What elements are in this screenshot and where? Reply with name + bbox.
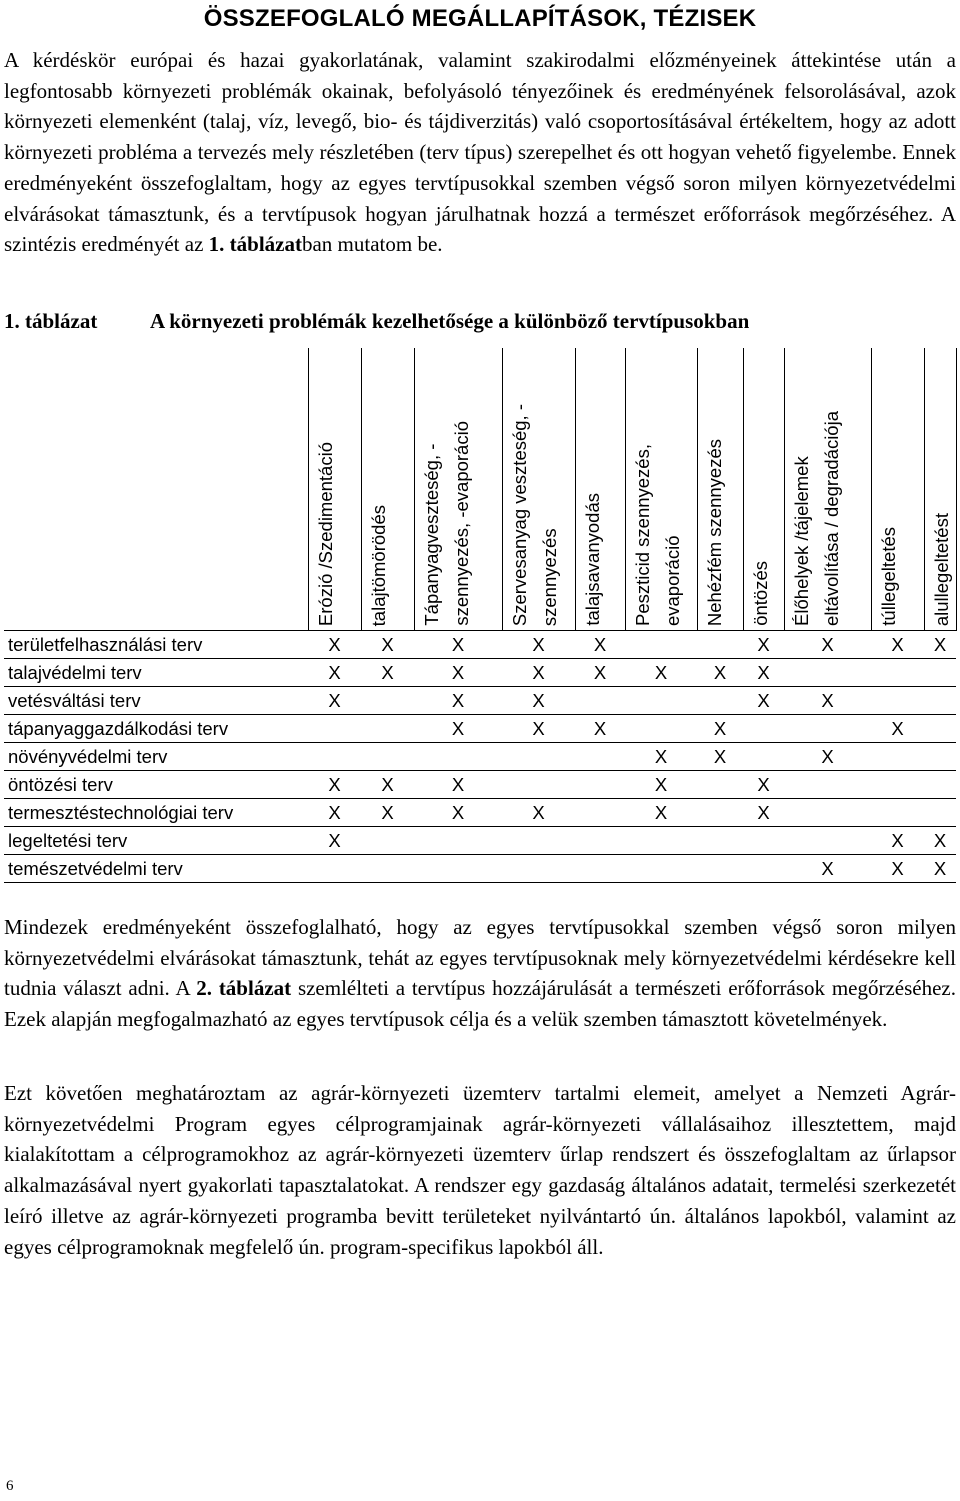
table-cell: X: [713, 746, 727, 767]
table-header-row: [4, 348, 956, 631]
column-header: [784, 348, 871, 631]
intro-text-a: A kérdéskör európai és hazai gyakorlatának, valamint szakirodalmi előzményeinek áttekintése után a legfontosabb környezeti problémák okainak, befolyásoló tényezőinek és eredményének felsorolásával, azok környezeti elemenként (talaj, víz, levegő, bio- és tájdiverzitás) való csoportosításával értékeltem, hogy az adott környezeti probléma a tervezés mely részletében (terv típus) szerepelhet és ott hogyan vehető figyelembe. Ennek eredményeként összefoglaltam, hogy az egyes tervtípusokkal szemben végső soron milyen környezetvédelmi elvárásokat támasztunk, és a tervtípusok hogyan járulhatnak hozzá a természet erőforrások megőrzéséhez. A szintézis eredményét az: [4, 48, 956, 257]
table-cell: [625, 715, 697, 743]
table-cell: [414, 855, 502, 883]
table-cell: X: [821, 746, 834, 767]
table-row: [4, 799, 956, 827]
table-cell: X: [891, 830, 904, 851]
summary-table-ref: 2. táblázat: [196, 976, 292, 1001]
table-cell: X: [654, 662, 668, 683]
table-cell: X: [891, 858, 904, 879]
table-cell: X: [532, 662, 545, 683]
column-header: [871, 348, 924, 631]
table-cell: [697, 687, 743, 715]
table-cell: [743, 855, 784, 883]
row-label: legeltetési terv: [8, 830, 128, 851]
table-cell: [361, 855, 414, 883]
column-header-label: Élőhelyek /tájelemek eltávolítása / degradációja: [790, 411, 842, 626]
table-cell: [743, 743, 784, 771]
table-cell: [575, 799, 625, 827]
table-cell: X: [451, 802, 465, 823]
table-cell: X: [451, 774, 465, 795]
table-cell: X: [821, 690, 834, 711]
table-cell: [697, 799, 743, 827]
column-header-label: Tápanyagveszteség, - szennyezés, -evaporáció: [420, 421, 472, 626]
table-cell: [361, 715, 414, 743]
table-row: [4, 827, 956, 855]
table-cell: [743, 827, 784, 855]
table-cell: [625, 687, 697, 715]
table-cell: [414, 743, 502, 771]
column-header-label: alullegeltetést: [930, 512, 952, 626]
table-cell: X: [451, 690, 465, 711]
table-cell: [308, 743, 361, 771]
table-cell: X: [593, 662, 607, 683]
column-header: [625, 348, 697, 631]
table-row: [4, 743, 956, 771]
table-cell: X: [757, 690, 770, 711]
column-header: [575, 348, 625, 631]
page-number: 6: [6, 1478, 14, 1494]
table-cell: X: [821, 634, 834, 655]
table-cell: X: [532, 690, 545, 711]
table-caption-label: 1. táblázat: [4, 309, 98, 333]
column-header: [361, 348, 414, 631]
table-body: [4, 631, 956, 883]
table-cell: [924, 743, 956, 771]
table-cell: [361, 827, 414, 855]
table-cell: X: [757, 774, 770, 795]
table-cell: [924, 771, 956, 799]
problem-matrix-table: [4, 348, 957, 883]
table-cell: X: [381, 774, 394, 795]
table-cell: [502, 855, 575, 883]
table-cell: [502, 771, 575, 799]
table-cell: [871, 771, 924, 799]
table-cell: X: [532, 634, 545, 655]
table-cell: [625, 631, 697, 659]
page-heading: ÖSSZEFOGLALÓ MEGÁLLAPÍTÁSOK, TÉZISEK: [203, 5, 757, 32]
table-cell: X: [933, 858, 947, 879]
column-header-label: talajtömörödés: [367, 504, 389, 626]
table-cell: X: [713, 718, 727, 739]
table-cell: [575, 743, 625, 771]
table-cell: [697, 631, 743, 659]
row-label: termesztéstechnológiai terv: [8, 802, 234, 823]
table-cell: [784, 799, 871, 827]
table-cell: X: [328, 690, 341, 711]
table-cell: X: [328, 774, 341, 795]
table-corner-cell: [4, 348, 308, 631]
column-header-label: talajsavanyodás: [581, 493, 603, 626]
table-cell: X: [593, 718, 607, 739]
column-header: [697, 348, 743, 631]
table-cell: [924, 687, 956, 715]
table-cell: [502, 743, 575, 771]
table-cell: X: [328, 662, 341, 683]
table-cell: X: [757, 802, 770, 823]
table-cell: X: [532, 802, 545, 823]
table-cell: X: [654, 746, 668, 767]
table-cell: [784, 827, 871, 855]
conclusion-paragraph: Ezt követően meghatároztam az agrár-környezeti üzemterv tartalmi elemeit, amelyet a Nemzeti Agrár-környezetvédelmi Program egyes célprogramjainak agrár-környezeti vállalásaihoz illesztettem, majd kialakítottam a célprogramokhoz az agrár-környezeti üzemterv űrlap rendszert és összefoglaltam az űrlapsor alkalmazásával nyert gyakorlati tapasztalatokat. A rendszer egy gazdaság általános adatait, termelési szerkezetét leíró illetve az agrár-környezeti programba bevitt területeket nyilvántartó ún. általános lapokból, valamint az egyes célprogramoknak megfelelő ún. program-specifikus lapokból áll.: [4, 1081, 956, 1259]
table-cell: [871, 687, 924, 715]
table-cell: [871, 659, 924, 687]
column-header: [308, 348, 361, 631]
table-cell: X: [713, 662, 727, 683]
table-cell: [784, 659, 871, 687]
table-cell: [924, 715, 956, 743]
row-label: vetésváltási terv: [8, 690, 141, 711]
table-cell: [784, 715, 871, 743]
table-cell: X: [381, 662, 394, 683]
table-cell: [361, 687, 414, 715]
table-cell: [575, 855, 625, 883]
table-cell: X: [593, 634, 607, 655]
table-cell: X: [328, 802, 341, 823]
row-label: területfelhasználási terv: [8, 634, 203, 655]
summary-text-a: Mindezek eredményeként összefoglalható, hogy az egyes tervtípusokkal szemben végső soron milyen környezetvédelmi elvárásokat támasztunk, tehát az egyes tervtípusoknak mely környezetvédelmi kérdésekre kell tudnia választ adni. A: [4, 915, 956, 1001]
table-row: [4, 659, 956, 687]
row-label: tápanyaggazdálkodási terv: [8, 718, 229, 739]
table-cell: [871, 799, 924, 827]
column-header-label: öntözés: [749, 561, 771, 626]
table-cell: [784, 771, 871, 799]
table-cell: [924, 799, 956, 827]
table-row: [4, 715, 956, 743]
table-cell: X: [891, 718, 904, 739]
table-cell: X: [933, 830, 947, 851]
table-cell: [871, 743, 924, 771]
table-cell: X: [328, 634, 341, 655]
table-cell: X: [381, 802, 394, 823]
table-cell: X: [654, 774, 668, 795]
row-label: talajvédelmi terv: [8, 662, 142, 683]
table-cell: X: [451, 662, 465, 683]
table-cell: [625, 855, 697, 883]
table-cell: [575, 687, 625, 715]
column-header: [924, 348, 956, 631]
table-caption-title: A környezeti problémák kezelhetősége a különböző tervtípusokban: [150, 309, 750, 333]
summary-paragraph: [4, 912, 956, 1035]
table-cell: [625, 827, 697, 855]
table-caption: [4, 309, 956, 334]
table-cell: X: [451, 634, 465, 655]
column-header-label: túllegeltetés: [877, 527, 899, 626]
column-header-label: Nehézfém szennyezés: [703, 438, 725, 626]
summary-text-b: szemlélteti a tervtípus hozzájárulását a természeti erőforrások megőrzéséhez. Ezek alapján megfogalmazható az egyes tervtípusok célja és a velük szemben támasztott követelmények.: [4, 976, 956, 1032]
table-row: [4, 687, 956, 715]
intro-text-b: ban mutatom be.: [301, 232, 443, 257]
table-cell: [575, 827, 625, 855]
table-cell: X: [757, 662, 770, 683]
table-cell: X: [891, 634, 904, 655]
table-cell: X: [328, 830, 341, 851]
table-cell: [308, 715, 361, 743]
column-header-label: Szervesanyag veszteség, - szennyezés: [508, 403, 560, 626]
column-header: [502, 348, 575, 631]
table-cell: [308, 855, 361, 883]
table-cell: [697, 855, 743, 883]
table-cell: X: [821, 858, 834, 879]
table-cell: [924, 659, 956, 687]
table-row: [4, 771, 956, 799]
table-row: [4, 631, 956, 659]
table-cell: [697, 827, 743, 855]
table-cell: X: [532, 718, 545, 739]
column-header: [743, 348, 784, 631]
intro-table-ref: 1. táblázat: [208, 232, 302, 257]
row-label: temészetvédelmi terv: [8, 858, 183, 879]
column-header: [414, 348, 502, 631]
table-cell: [361, 743, 414, 771]
table-cell: [697, 771, 743, 799]
table-cell: [414, 827, 502, 855]
table-cell: [575, 771, 625, 799]
table-row: [4, 855, 956, 883]
table-cell: X: [381, 634, 394, 655]
table-cell: X: [757, 634, 770, 655]
column-header-label: Peszticid szennyezés, evaporáció: [631, 443, 683, 626]
intro-paragraph: [4, 45, 956, 260]
table-cell: [743, 715, 784, 743]
column-header-label: Erózió /Szedimentáció: [314, 441, 336, 626]
table-cell: [502, 827, 575, 855]
table-cell: X: [933, 634, 947, 655]
row-label: öntözési terv: [8, 774, 113, 795]
row-label: növényvédelmi terv: [8, 746, 168, 767]
table-cell: X: [654, 802, 668, 823]
table-cell: X: [451, 718, 465, 739]
